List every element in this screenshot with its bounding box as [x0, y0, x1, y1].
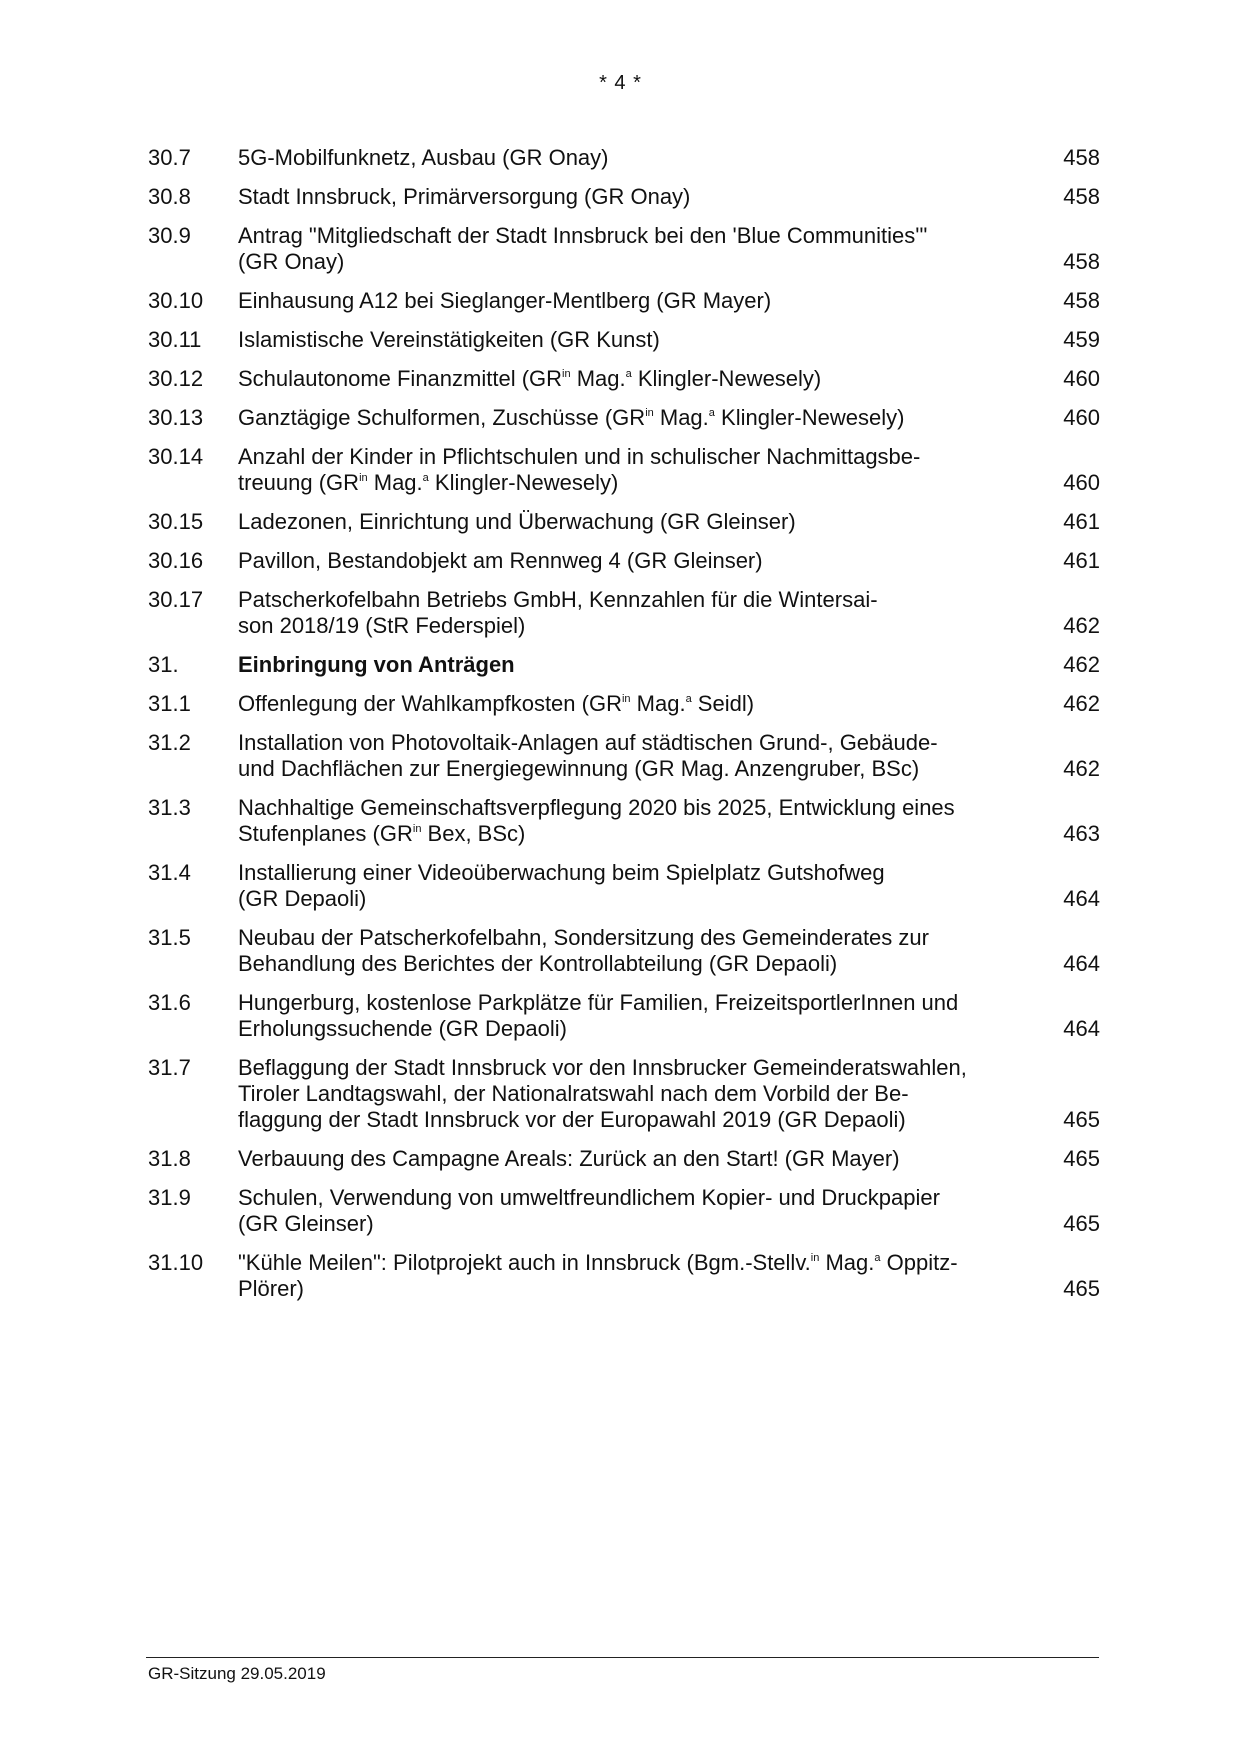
toc-entry-title — [238, 184, 1028, 210]
toc-entry-title-superscript: a — [874, 1252, 881, 1264]
toc-entry-title-text: Oppitz- Plörer) — [238, 1250, 958, 1301]
toc-entry — [148, 405, 1100, 431]
toc-entry-page: 462 — [1063, 756, 1100, 781]
toc-entry-title — [238, 691, 1028, 717]
toc-entry-title — [238, 288, 1028, 314]
toc-entry-number: 31.3 — [148, 795, 191, 820]
toc-entry-page: 460 — [1063, 405, 1100, 430]
toc-entry-title — [238, 223, 1028, 275]
toc-entry — [148, 145, 1100, 171]
footer-divider — [146, 1657, 1099, 1658]
toc-entry-title-text: Mag. — [630, 691, 686, 716]
toc-entry-page: 459 — [1063, 327, 1100, 352]
toc-entry-number: 31.5 — [148, 925, 191, 950]
toc-entry-page: 464 — [1063, 1016, 1100, 1041]
toc-entry — [148, 925, 1100, 977]
toc-entry-title — [238, 366, 1028, 392]
toc-entry-title-text: Klingler-Newesely) — [631, 366, 822, 391]
toc-entry-title-superscript: a — [708, 407, 715, 419]
toc-entry-page: 465 — [1063, 1276, 1100, 1301]
toc-entry-title-text: Verbauung des Campagne Areals: Zurück an den Start! (GR Mayer) — [238, 1146, 900, 1171]
toc-entry-title-superscript: in — [359, 472, 368, 484]
toc-entry-page: 462 — [1063, 613, 1100, 638]
toc-entry-title-text: Mag. — [367, 470, 423, 495]
toc-entry-page: 465 — [1063, 1146, 1100, 1171]
toc-entry-title — [238, 990, 1028, 1042]
toc-entry-title — [238, 509, 1028, 535]
toc-entry-number: 31. — [148, 652, 179, 677]
toc-entry-title-superscript: in — [412, 823, 422, 835]
toc-entry-number: 30.15 — [148, 509, 204, 534]
toc-entry-number: 31.9 — [148, 1185, 191, 1210]
toc-entry-title-text: Pavillon, Bestandobjekt am Rennweg 4 (GR Gleinser) — [238, 548, 763, 573]
toc-entry-number: 31.7 — [148, 1055, 191, 1080]
toc-entry-page: 464 — [1063, 951, 1100, 976]
toc-entry-number: 31.6 — [148, 990, 191, 1015]
toc-entry-title-superscript: in — [810, 1252, 820, 1264]
toc-entry — [148, 860, 1100, 912]
toc-entry-title — [238, 730, 1028, 782]
toc-entry-number: 30.16 — [148, 548, 204, 573]
toc-entry-title-text: Einhausung A12 bei Sieglanger-Mentlberg (GR Mayer) — [238, 288, 772, 313]
toc-entry — [148, 509, 1100, 535]
toc-entry-title-text: Mag. — [653, 405, 709, 430]
toc-entry-title-text: Ladezonen, Einrichtung und Überwachung (GR Gleinser) — [238, 509, 796, 534]
toc-entry-number: 30.12 — [148, 366, 204, 391]
toc-entry-number: 30.10 — [148, 288, 204, 313]
toc-entry-number: 30.17 — [148, 587, 204, 612]
toc-entry — [148, 1250, 1100, 1302]
toc-entry-title — [238, 925, 1028, 977]
toc-entry-page: 460 — [1063, 470, 1100, 495]
toc-entry-number: 31.8 — [148, 1146, 191, 1171]
toc-entry-title-text: Installierung einer Videoüberwachung beim Spielplatz Gutshofweg (GR Depaoli) — [238, 860, 885, 911]
toc-entry-page: 462 — [1063, 652, 1100, 677]
toc-entry-title-text: Klingler-Newesely) — [714, 405, 905, 430]
toc-entry-title-text: Neubau der Patscherkofelbahn, Sondersitzung des Gemeinderates zur Behandlung des Berichtes der Kontrollabteilung (GR Depaoli) — [238, 925, 929, 976]
toc-entry-title-superscript: a — [625, 368, 632, 380]
toc-entry-page: 458 — [1063, 145, 1100, 170]
toc-entry-title — [238, 587, 1028, 639]
toc-entry-title — [238, 1185, 1028, 1237]
toc-entry — [148, 587, 1100, 639]
toc-entry-title-text: Anzahl der Kinder in Pflichtschulen und in schulischer Nachmittagsbe- treuung (GR — [238, 444, 921, 495]
toc-entry-title-text: 5G-Mobilfunknetz, Ausbau (GR Onay) — [238, 145, 609, 170]
page-number: * 4 * — [599, 72, 642, 94]
toc-entry-title-text: Installation von Photovoltaik-Anlagen auf städtischen Grund-, Gebäude- und Dachflächen zur Energiegewinnung (GR Mag. Anzengruber, BSc) — [238, 730, 938, 781]
toc-entry-title-text: Hungerburg, kostenlose Parkplätze für Familien, FreizeitsportlerInnen und Erholungssuchende (GR Depaoli) — [238, 990, 959, 1041]
toc-entry — [148, 327, 1100, 353]
toc-entry — [148, 288, 1100, 314]
toc-entry-page: 458 — [1063, 288, 1100, 313]
toc-entry-number: 31.10 — [148, 1250, 204, 1275]
toc-entry — [148, 795, 1100, 847]
toc-entry-title — [238, 145, 1028, 171]
footer-session-date: GR-Sitzung 29.05.2019 — [148, 1664, 326, 1683]
toc-entry-number: 30.13 — [148, 405, 204, 430]
toc-entry-title-superscript: in — [562, 368, 571, 380]
toc-entry — [148, 691, 1100, 717]
toc-entry-title — [238, 444, 1028, 496]
toc-entry-title-text: Islamistische Vereinstätigkeiten (GR Kunst) — [238, 327, 660, 352]
toc-entry — [148, 366, 1100, 392]
toc-entry-page: 460 — [1063, 366, 1100, 391]
toc-entry-number: 31.4 — [148, 860, 191, 885]
toc-entry-title-text: "Kühle Meilen": Pilotprojekt auch in Innsbruck (Bgm.-Stellv. — [238, 1250, 811, 1275]
toc-entry-page: 464 — [1063, 886, 1100, 911]
toc-entry-title-text: Stadt Innsbruck, Primärversorgung (GR Onay) — [238, 184, 691, 209]
toc-entry-title-text: Mag. — [819, 1250, 875, 1275]
table-of-contents — [148, 145, 1100, 1315]
toc-entry — [148, 1055, 1100, 1133]
toc-entry — [148, 184, 1100, 210]
toc-entry-title-text: Nachhaltige Gemeinschaftsverpflegung 2020 bis 2025, Entwicklung eines Stufenplanes (GR — [238, 795, 955, 846]
toc-entry-title — [238, 548, 1028, 574]
toc-entry-page: 463 — [1063, 821, 1100, 846]
toc-entry-number: 31.2 — [148, 730, 191, 755]
toc-entry — [148, 1185, 1100, 1237]
toc-entry-title-superscript: a — [422, 472, 429, 484]
toc-entry-number: 30.14 — [148, 444, 204, 469]
toc-entry-title — [238, 1250, 1028, 1302]
toc-entry-number: 30.8 — [148, 184, 191, 209]
toc-entry-page: 461 — [1063, 548, 1100, 573]
toc-entry-title-superscript: a — [685, 693, 692, 705]
toc-entry-page: 461 — [1063, 509, 1100, 534]
toc-entry-title-text: Bex, BSc) — [421, 821, 526, 846]
toc-entry-title-text: Mag. — [570, 366, 626, 391]
toc-entry-title-text: Klingler-Newesely) — [428, 470, 619, 495]
toc-entry — [148, 652, 1100, 678]
toc-entry-title-text: Antrag "Mitgliedschaft der Stadt Innsbruck bei den 'Blue Communities'" (GR Onay) — [238, 223, 928, 274]
toc-entry-title — [238, 327, 1028, 353]
toc-entry-title — [238, 1055, 1028, 1133]
toc-entry-title-text: Offenlegung der Wahlkampfkosten (GR — [238, 691, 622, 716]
toc-entry — [148, 444, 1100, 496]
toc-entry-page: 465 — [1063, 1107, 1100, 1132]
toc-entry-title-text: Patscherkofelbahn Betriebs GmbH, Kennzahlen für die Wintersai- son 2018/19 (StR Federspiel) — [238, 587, 878, 638]
toc-entry-number: 31.1 — [148, 691, 191, 716]
toc-entry-title-superscript: in — [621, 693, 631, 705]
toc-entry-title — [238, 860, 1028, 912]
toc-entry-title-text: Seidl) — [691, 691, 755, 716]
toc-entry — [148, 548, 1100, 574]
toc-entry — [148, 730, 1100, 782]
toc-entry-title — [238, 795, 1028, 847]
toc-entry-number: 30.11 — [148, 327, 202, 352]
toc-entry-page: 465 — [1063, 1211, 1100, 1236]
toc-entry-number: 30.9 — [148, 223, 191, 248]
toc-entry-title-text: Schulen, Verwendung von umweltfreundlichem Kopier- und Druckpapier (GR Gleinser) — [238, 1185, 940, 1236]
toc-entry — [148, 1146, 1100, 1172]
toc-entry-title-superscript: in — [645, 407, 654, 419]
toc-entry-title-text: Schulautonome Finanzmittel (GR — [238, 366, 563, 391]
toc-entry — [148, 223, 1100, 275]
toc-entry-title — [238, 1146, 1028, 1172]
toc-entry-page: 458 — [1063, 249, 1100, 274]
toc-entry-number: 30.7 — [148, 145, 191, 170]
toc-entry — [148, 990, 1100, 1042]
toc-entry-title — [238, 652, 1028, 678]
toc-entry-title — [238, 405, 1028, 431]
toc-entry-page: 458 — [1063, 184, 1100, 209]
toc-entry-title-text: Beflaggung der Stadt Innsbruck vor den Innsbrucker Gemeinderatswahlen, Tiroler Landtagswahl, der Nationalratswahl nach dem Vorbild der Be- flaggung der Stadt Innsbruck vor der Europawahl 2019 (GR Depaoli) — [238, 1055, 967, 1132]
toc-entry-page: 462 — [1063, 691, 1100, 716]
toc-entry-title-text: Einbringung von Anträgen — [238, 652, 515, 677]
toc-entry-title-text: Ganztägige Schulformen, Zuschüsse (GR — [238, 405, 646, 430]
